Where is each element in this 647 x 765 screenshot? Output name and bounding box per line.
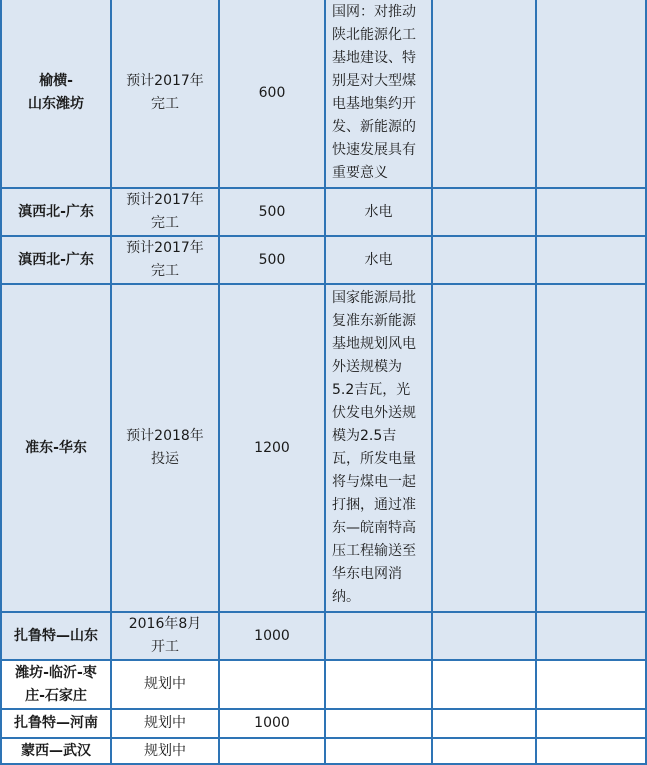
- empty-cell: [432, 612, 536, 660]
- status-cell: 预计2018年 投运: [111, 284, 219, 612]
- capacity-cell: 1200: [219, 284, 325, 612]
- capacity-cell: 600: [219, 0, 325, 188]
- route-cell: 滇西北-广东: [1, 188, 111, 236]
- empty-cell: [536, 660, 646, 709]
- status-cell: 预计2017年 完工: [111, 188, 219, 236]
- note-cell: [325, 612, 432, 660]
- note-cell: [325, 660, 432, 709]
- empty-cell: [536, 612, 646, 660]
- capacity-cell: 500: [219, 188, 325, 236]
- note-cell: [325, 709, 432, 738]
- empty-cell: [432, 0, 536, 188]
- status-cell: 预计2017年 完工: [111, 236, 219, 284]
- empty-cell: [432, 236, 536, 284]
- empty-cell: [432, 284, 536, 612]
- table-row: [1, 612, 646, 660]
- empty-cell: [536, 0, 646, 188]
- capacity-cell: [219, 660, 325, 709]
- empty-cell: [536, 738, 646, 764]
- note-cell: [325, 738, 432, 764]
- route-cell: 榆横- 山东潍坊: [1, 0, 111, 188]
- route-cell: 扎鲁特—山东: [1, 612, 111, 660]
- route-cell: 潍坊-临沂-枣 庄-石家庄: [1, 660, 111, 709]
- status-cell: 规划中: [111, 660, 219, 709]
- empty-cell: [432, 660, 536, 709]
- table-row: [1, 709, 646, 738]
- note-cell: 国家能源局批 复准东新能源 基地规划风电 外送规模为 5.2吉瓦，光 伏发电外送规 模为2.5吉 瓦，所发电量 将与煤电一起 打捆，通过准 东—皖南特高 压工程输送至 华东电网消 纳。: [325, 284, 432, 612]
- route-cell: 准东-华东: [1, 284, 111, 612]
- status-cell: 规划中: [111, 738, 219, 764]
- capacity-cell: [219, 738, 325, 764]
- empty-cell: [536, 709, 646, 738]
- status-cell: 2016年8月 开工: [111, 612, 219, 660]
- status-cell: 规划中: [111, 709, 219, 738]
- route-cell: 扎鲁特—河南: [1, 709, 111, 738]
- table-row: [1, 0, 646, 188]
- empty-cell: [432, 709, 536, 738]
- empty-cell: [432, 738, 536, 764]
- table-row: [1, 236, 646, 284]
- table-row: [1, 738, 646, 764]
- note-cell: 水电: [325, 188, 432, 236]
- capacity-cell: 1000: [219, 612, 325, 660]
- empty-cell: [536, 284, 646, 612]
- status-cell: 预计2017年 完工: [111, 0, 219, 188]
- capacity-cell: 1000: [219, 709, 325, 738]
- note-cell: 水电: [325, 236, 432, 284]
- note-cell: 国网：对推动 陕北能源化工 基地建设、特 别是对大型煤 电基地集约开 发、新能源的 快速发展具有 重要意义: [325, 0, 432, 188]
- empty-cell: [432, 188, 536, 236]
- empty-cell: [536, 188, 646, 236]
- route-cell: 滇西北-广东: [1, 236, 111, 284]
- table-row: [1, 284, 646, 612]
- table-row: [1, 188, 646, 236]
- route-cell: 蒙西—武汉: [1, 738, 111, 764]
- capacity-cell: 500: [219, 236, 325, 284]
- empty-cell: [536, 236, 646, 284]
- table-row: [1, 660, 646, 709]
